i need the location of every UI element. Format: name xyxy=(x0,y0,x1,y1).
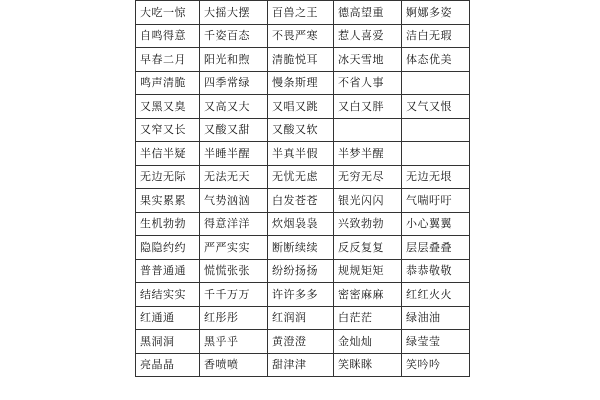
table-cell: 半梦半醒 xyxy=(334,142,402,166)
table-cell: 绿油油 xyxy=(402,306,470,330)
table-cell: 白茫茫 xyxy=(334,306,402,330)
table-cell: 黑洞洞 xyxy=(136,330,200,354)
table-row xyxy=(136,48,470,72)
table-cell: 早春二月 xyxy=(136,48,200,72)
table-cell: 隐隐约约 xyxy=(136,236,200,260)
table-cell: 笑眯眯 xyxy=(334,353,402,377)
table-cell: 德高望重 xyxy=(334,1,402,25)
table-cell: 又白又胖 xyxy=(334,95,402,119)
table-cell: 又唱又跳 xyxy=(268,95,334,119)
table-cell: 半真半假 xyxy=(268,142,334,166)
table-cell: 兴致勃勃 xyxy=(334,212,402,236)
table-cell: 慢条斯理 xyxy=(268,71,334,95)
table-cell: 四季常绿 xyxy=(200,71,268,95)
table-row xyxy=(136,142,470,166)
table-cell: 甜津津 xyxy=(268,353,334,377)
table-cell: 阳光和煦 xyxy=(200,48,268,72)
table-cell: 生机勃勃 xyxy=(136,212,200,236)
idiom-table-body xyxy=(136,1,470,377)
table-cell: 无边无际 xyxy=(136,165,200,189)
table-cell: 果实累累 xyxy=(136,189,200,213)
table-cell: 婀娜多姿 xyxy=(402,1,470,25)
table-cell: 结结实实 xyxy=(136,283,200,307)
table-cell: 密密麻麻 xyxy=(334,283,402,307)
table-cell: 半信半疑 xyxy=(136,142,200,166)
table-cell: 笑吟吟 xyxy=(402,353,470,377)
table-cell: 体态优美 xyxy=(402,48,470,72)
table-row xyxy=(136,24,470,48)
table-row xyxy=(136,71,470,95)
table-cell xyxy=(402,71,470,95)
table-cell: 白发苍苍 xyxy=(268,189,334,213)
table-cell: 反反复复 xyxy=(334,236,402,260)
idiom-table xyxy=(135,0,470,377)
table-cell: 冰天雪地 xyxy=(334,48,402,72)
table-cell xyxy=(402,118,470,142)
table-cell: 层层叠叠 xyxy=(402,236,470,260)
table-cell: 又酸又甜 xyxy=(200,118,268,142)
table-row xyxy=(136,95,470,119)
table-cell: 慌慌张张 xyxy=(200,259,268,283)
table-cell: 洁白无瑕 xyxy=(402,24,470,48)
table-cell: 惹人喜爱 xyxy=(334,24,402,48)
table-cell: 又气又恨 xyxy=(402,95,470,119)
table-cell: 气喘吁吁 xyxy=(402,189,470,213)
table-cell: 炊烟袅袅 xyxy=(268,212,334,236)
table-row xyxy=(136,330,470,354)
table-row xyxy=(136,212,470,236)
table-cell: 红润润 xyxy=(268,306,334,330)
table-cell: 断断续续 xyxy=(268,236,334,260)
table-cell: 小心翼翼 xyxy=(402,212,470,236)
table-cell xyxy=(334,118,402,142)
table-cell: 不省人事 xyxy=(334,71,402,95)
table-cell: 香喷喷 xyxy=(200,353,268,377)
table-cell: 金灿灿 xyxy=(334,330,402,354)
table-cell: 大吃一惊 xyxy=(136,1,200,25)
table-cell: 又黑又臭 xyxy=(136,95,200,119)
table-cell: 清脆悦耳 xyxy=(268,48,334,72)
table-cell: 无穷无尽 xyxy=(334,165,402,189)
table-row xyxy=(136,283,470,307)
table-cell: 红红火火 xyxy=(402,283,470,307)
table-row xyxy=(136,306,470,330)
table-cell: 又酸又软 xyxy=(268,118,334,142)
table-row xyxy=(136,236,470,260)
table-cell: 又窄又长 xyxy=(136,118,200,142)
table-cell: 纷纷扬扬 xyxy=(268,259,334,283)
table-row xyxy=(136,259,470,283)
table-cell: 无法无天 xyxy=(200,165,268,189)
table-cell: 严严实实 xyxy=(200,236,268,260)
table-cell: 恭恭敬敬 xyxy=(402,259,470,283)
table-cell: 不畏严寒 xyxy=(268,24,334,48)
table-cell: 千千万万 xyxy=(200,283,268,307)
table-cell: 无忧无虑 xyxy=(268,165,334,189)
table-cell: 鸣声清脆 xyxy=(136,71,200,95)
table-cell: 亮晶晶 xyxy=(136,353,200,377)
table-row xyxy=(136,353,470,377)
table-row xyxy=(136,189,470,213)
table-cell: 无边无垠 xyxy=(402,165,470,189)
table-row xyxy=(136,118,470,142)
table-cell: 普普通通 xyxy=(136,259,200,283)
table-cell: 红通通 xyxy=(136,306,200,330)
table-cell: 黄澄澄 xyxy=(268,330,334,354)
table-row xyxy=(136,165,470,189)
table-cell: 许许多多 xyxy=(268,283,334,307)
table-cell: 大摇大摆 xyxy=(200,1,268,25)
table-cell: 气势汹汹 xyxy=(200,189,268,213)
table-cell: 百兽之王 xyxy=(268,1,334,25)
table-row xyxy=(136,1,470,25)
table-cell: 又高又大 xyxy=(200,95,268,119)
table-cell: 红彤彤 xyxy=(200,306,268,330)
table-cell: 半睡半醒 xyxy=(200,142,268,166)
table-cell: 银光闪闪 xyxy=(334,189,402,213)
table-cell: 千姿百态 xyxy=(200,24,268,48)
table-cell: 自鸣得意 xyxy=(136,24,200,48)
table-cell: 绿莹莹 xyxy=(402,330,470,354)
table-cell: 黑乎乎 xyxy=(200,330,268,354)
table-cell: 得意洋洋 xyxy=(200,212,268,236)
table-cell: 规规矩矩 xyxy=(334,259,402,283)
table-cell xyxy=(402,142,470,166)
